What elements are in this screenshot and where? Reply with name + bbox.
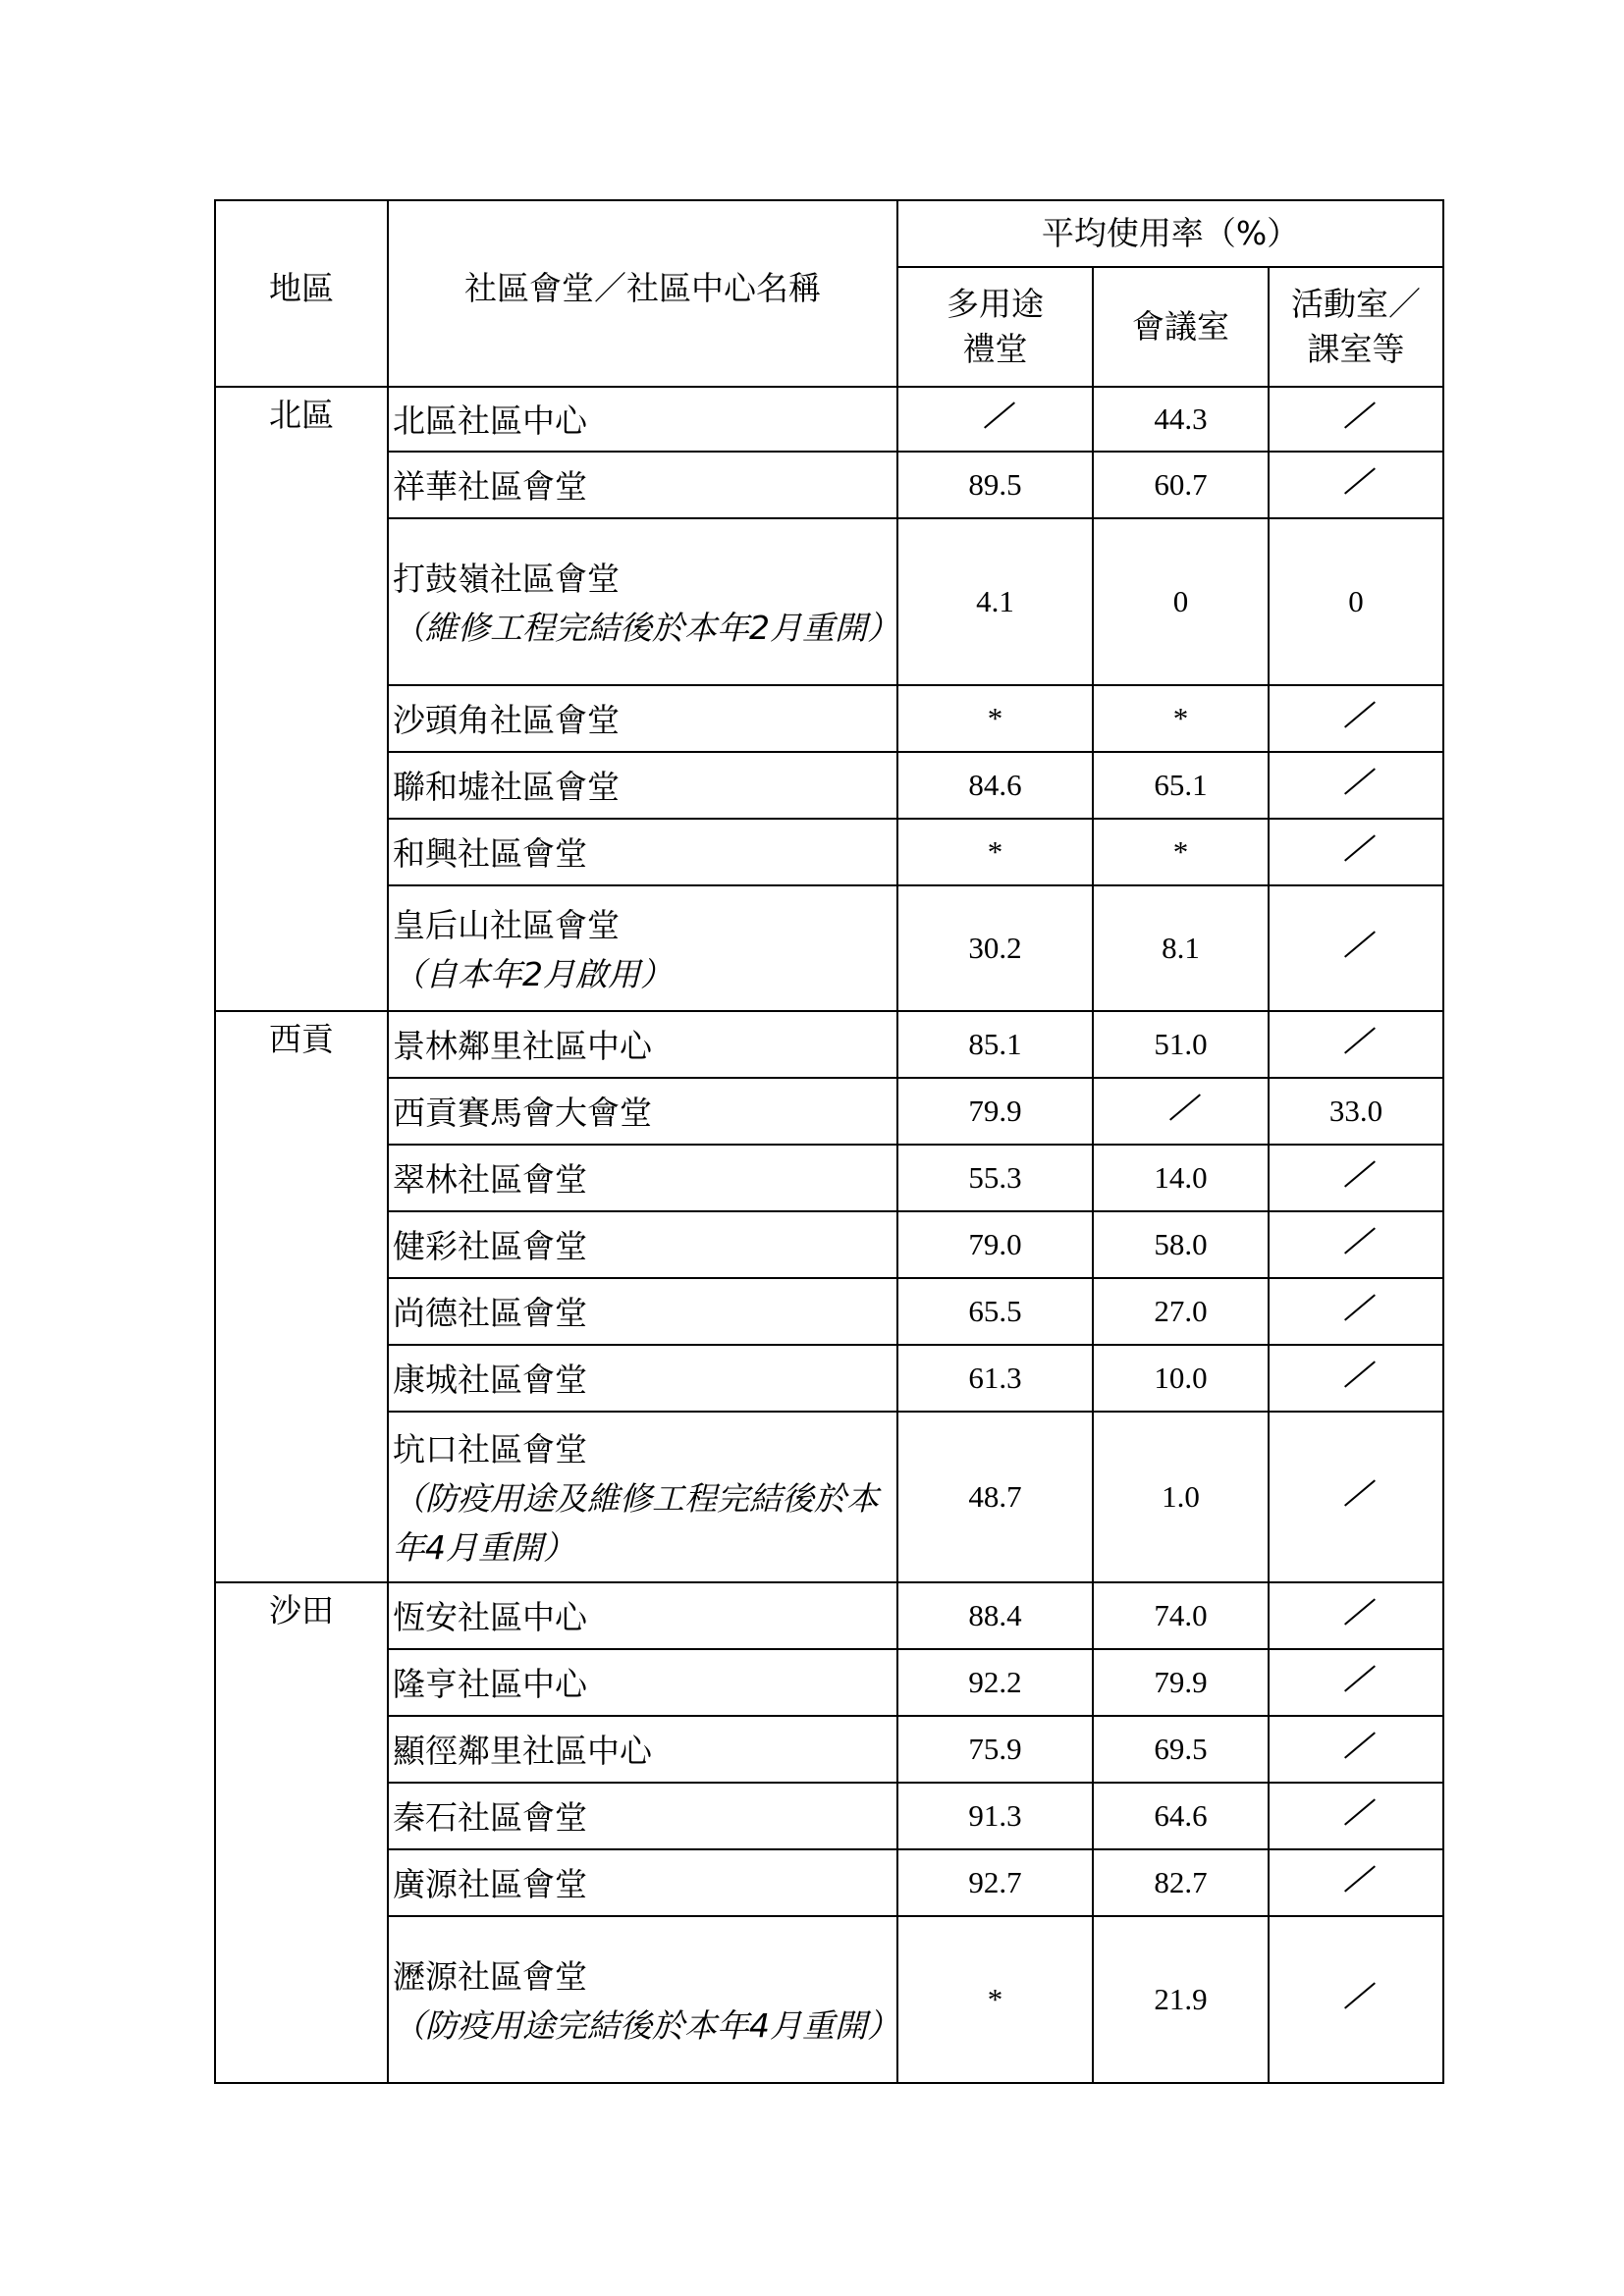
room-usage-cell: 44.3 (1093, 387, 1269, 452)
hall-usage-cell: 55.3 (897, 1145, 1093, 1211)
table-row (215, 387, 1443, 452)
activity-usage-cell (1269, 1716, 1443, 1783)
room-usage-cell: 1.0 (1093, 1412, 1269, 1582)
table-row (215, 1849, 1443, 1916)
venue-name: 祥華社區會堂 (393, 467, 587, 506)
district-cell: 沙田 (215, 1582, 388, 2083)
room-usage-cell: 0 (1093, 518, 1269, 685)
venue-name: 皇后山社區會堂 (393, 906, 620, 944)
not-applicable-slash (1336, 833, 1376, 863)
table-row (215, 1145, 1443, 1211)
venue-name: 康城社區會堂 (393, 1361, 587, 1399)
room-usage-cell: 65.1 (1093, 752, 1269, 819)
venue-name-cell (388, 1412, 897, 1582)
hall-usage-cell: 84.6 (897, 752, 1093, 819)
header-average-usage: 平均使用率（%） (897, 200, 1443, 267)
table-row (215, 518, 1443, 685)
activity-usage-cell (1269, 1849, 1443, 1916)
not-applicable-slash (1336, 1797, 1376, 1827)
venue-name-cell (388, 885, 897, 1011)
not-applicable-slash (1336, 1293, 1376, 1322)
hall-usage-cell: 91.3 (897, 1783, 1093, 1849)
activity-usage-cell (1269, 387, 1443, 452)
not-applicable-slash (1336, 1864, 1376, 1894)
venue-note: （維修工程完結後於本年2月重開） (393, 609, 899, 647)
venue-name-cell (388, 1783, 897, 1849)
not-applicable-slash (1336, 930, 1376, 959)
not-applicable-slash (1336, 700, 1376, 729)
room-usage-cell: * (1093, 685, 1269, 752)
venue-name: 打鼓嶺社區會堂 (393, 560, 620, 598)
hall-usage-cell: 92.2 (897, 1649, 1093, 1716)
table-row (215, 1412, 1443, 1582)
not-applicable-slash (1336, 1981, 1376, 2010)
room-usage-cell: 69.5 (1093, 1716, 1269, 1783)
table-row (215, 452, 1443, 518)
venue-name-cell (388, 752, 897, 819)
venue-name: 恆安社區中心 (393, 1598, 587, 1636)
not-applicable-slash (1336, 1159, 1376, 1189)
venue-name-cell (388, 819, 897, 885)
not-applicable-slash (1336, 400, 1376, 430)
table-row (215, 1011, 1443, 1078)
activity-usage-cell (1269, 819, 1443, 885)
activity-usage-cell (1269, 1649, 1443, 1716)
district-cell: 西貢 (215, 1011, 388, 1582)
not-applicable-slash (1336, 1026, 1376, 1055)
room-usage-cell: 14.0 (1093, 1145, 1269, 1211)
header-conference-room: 會議室 (1093, 267, 1269, 387)
table-row (215, 1345, 1443, 1412)
venue-name-cell (388, 452, 897, 518)
table-row (215, 1582, 1443, 1649)
hall-usage-cell: 48.7 (897, 1412, 1093, 1582)
activity-usage-cell (1269, 1916, 1443, 2083)
activity-usage-cell (1269, 1345, 1443, 1412)
hall-usage-cell: 88.4 (897, 1582, 1093, 1649)
venue-name: 隆亨社區中心 (393, 1665, 587, 1703)
table-row (215, 1649, 1443, 1716)
activity-usage-cell (1269, 1412, 1443, 1582)
venue-name: 西貢賽馬會大會堂 (393, 1094, 652, 1132)
table-row (215, 1716, 1443, 1783)
room-usage-cell: 64.6 (1093, 1783, 1269, 1849)
activity-usage-cell (1269, 1211, 1443, 1278)
venue-name-cell (388, 1716, 897, 1783)
room-usage-cell: 51.0 (1093, 1011, 1269, 1078)
venue-name-cell (388, 1345, 897, 1412)
venue-name-cell (388, 1011, 897, 1078)
table-row (215, 685, 1443, 752)
header-district: 地區 (215, 200, 388, 387)
hall-usage-cell: 89.5 (897, 452, 1093, 518)
hall-usage-cell: 92.7 (897, 1849, 1093, 1916)
venue-name: 聯和墟社區會堂 (393, 768, 620, 806)
venue-name: 顯徑鄰里社區中心 (393, 1732, 652, 1770)
header-activity-line1: 活動室／ (1291, 285, 1422, 323)
hall-usage-cell: * (897, 819, 1093, 885)
venue-name: 翠林社區會堂 (393, 1160, 587, 1199)
table-row (215, 1783, 1443, 1849)
table-row (215, 1278, 1443, 1345)
hall-usage-cell: 30.2 (897, 885, 1093, 1011)
venue-name-cell (388, 1278, 897, 1345)
venue-name-cell (388, 1649, 897, 1716)
venue-name: 瀝源社區會堂 (393, 1957, 587, 1996)
table-row (215, 885, 1443, 1011)
not-applicable-slash (1162, 1093, 1201, 1122)
activity-usage-cell (1269, 1145, 1443, 1211)
table-row (215, 1916, 1443, 2083)
not-applicable-slash (1336, 1664, 1376, 1693)
not-applicable-slash (1336, 1731, 1376, 1760)
header-hall-line2: 禮堂 (962, 330, 1028, 368)
not-applicable-slash (1336, 1597, 1376, 1627)
room-usage-cell: * (1093, 819, 1269, 885)
not-applicable-slash (1336, 466, 1376, 496)
hall-usage-cell: 65.5 (897, 1278, 1093, 1345)
not-applicable-slash (1336, 1478, 1376, 1508)
hall-usage-cell: 85.1 (897, 1011, 1093, 1078)
not-applicable-slash (976, 400, 1015, 430)
usage-rate-table (214, 199, 1444, 2084)
room-usage-cell: 21.9 (1093, 1916, 1269, 2083)
header-name: 社區會堂／社區中心名稱 (388, 200, 897, 387)
activity-usage-cell (1269, 1582, 1443, 1649)
header-activity-room (1269, 267, 1443, 387)
venue-name-cell (388, 1916, 897, 2083)
room-usage-cell: 27.0 (1093, 1278, 1269, 1345)
venue-name: 北區社區中心 (393, 401, 587, 440)
venue-name-cell (388, 1582, 897, 1649)
hall-usage-cell: 4.1 (897, 518, 1093, 685)
venue-name-cell (388, 1145, 897, 1211)
table-row (215, 819, 1443, 885)
venue-name: 廣源社區會堂 (393, 1865, 587, 1903)
venue-name: 和興社區會堂 (393, 834, 587, 873)
activity-usage-cell (1269, 685, 1443, 752)
table-body (215, 387, 1443, 2083)
activity-usage-cell (1269, 1011, 1443, 1078)
venue-name-cell (388, 1849, 897, 1916)
header-hall-line1: 多用途 (947, 285, 1044, 323)
not-applicable-slash (1336, 1226, 1376, 1255)
venue-name-cell (388, 685, 897, 752)
room-usage-cell: 79.9 (1093, 1649, 1269, 1716)
venue-name: 健彩社區會堂 (393, 1227, 587, 1265)
hall-usage-cell: 61.3 (897, 1345, 1093, 1412)
room-usage-cell: 8.1 (1093, 885, 1269, 1011)
header-multi-purpose-hall (897, 267, 1093, 387)
room-usage-cell: 74.0 (1093, 1582, 1269, 1649)
district-cell: 北區 (215, 387, 388, 1011)
room-usage-cell: 58.0 (1093, 1211, 1269, 1278)
hall-usage-cell: 75.9 (897, 1716, 1093, 1783)
venue-name: 沙頭角社區會堂 (393, 701, 620, 739)
activity-usage-cell: 0 (1269, 518, 1443, 685)
table-row (215, 1211, 1443, 1278)
room-usage-cell: 10.0 (1093, 1345, 1269, 1412)
activity-usage-cell (1269, 1783, 1443, 1849)
activity-usage-cell (1269, 885, 1443, 1011)
activity-usage-cell: 33.0 (1269, 1078, 1443, 1145)
room-usage-cell: 60.7 (1093, 452, 1269, 518)
venue-note: （防疫用途完結後於本年4月重開） (393, 2006, 899, 2045)
hall-usage-cell: 79.9 (897, 1078, 1093, 1145)
not-applicable-slash (1336, 1360, 1376, 1389)
hall-usage-cell (897, 387, 1093, 452)
hall-usage-cell: * (897, 1916, 1093, 2083)
venue-name: 景林鄰里社區中心 (393, 1027, 652, 1065)
venue-note: （防疫用途及維修工程完結後於本年4月重開） (393, 1479, 879, 1567)
not-applicable-slash (1336, 767, 1376, 796)
venue-name: 秦石社區會堂 (393, 1798, 587, 1837)
venue-name: 尚德社區會堂 (393, 1294, 587, 1332)
activity-usage-cell (1269, 752, 1443, 819)
hall-usage-cell: 79.0 (897, 1211, 1093, 1278)
hall-usage-cell: * (897, 685, 1093, 752)
activity-usage-cell (1269, 452, 1443, 518)
header-activity-line2: 課室等 (1307, 330, 1405, 368)
venue-name-cell (388, 1211, 897, 1278)
venue-name-cell (388, 387, 897, 452)
table-row (215, 752, 1443, 819)
venue-name: 坑口社區會堂 (393, 1430, 587, 1468)
activity-usage-cell (1269, 1278, 1443, 1345)
venue-name-cell (388, 1078, 897, 1145)
room-usage-cell (1093, 1078, 1269, 1145)
venue-note: （自本年2月啟用） (393, 955, 673, 993)
room-usage-cell: 82.7 (1093, 1849, 1269, 1916)
table-row (215, 1078, 1443, 1145)
venue-name-cell (388, 518, 897, 685)
